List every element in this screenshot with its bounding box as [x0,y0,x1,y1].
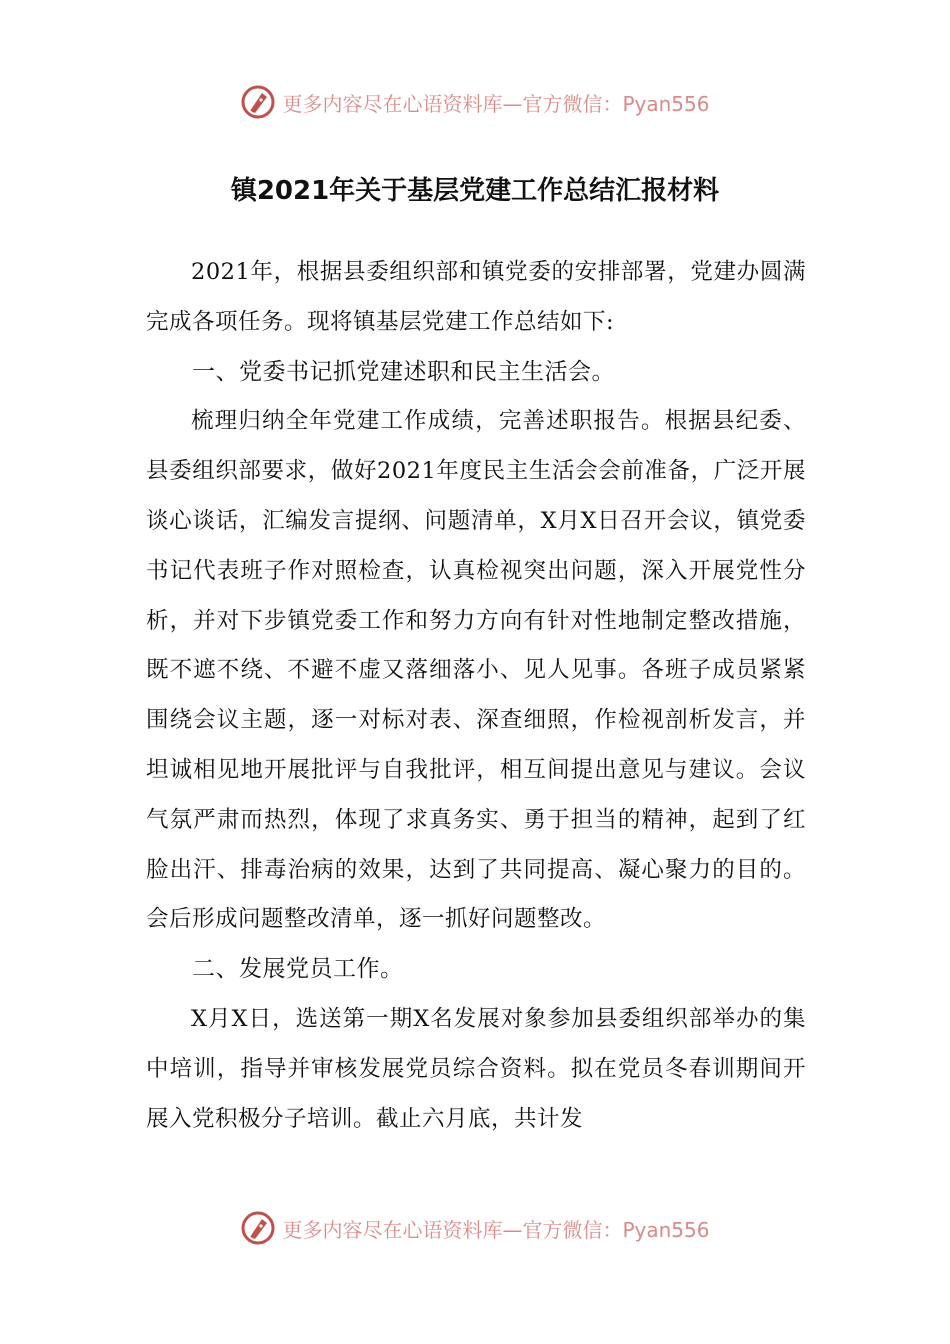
section-heading: 二、发展党员工作。 [192,956,404,983]
watermark-footer [0,1208,950,1248]
watermark-header [0,82,950,122]
watermark-text: 更多内容尽在心语资料库—官方微信：Pyan556 [282,1217,710,1242]
section-heading: 一、党委书记抓党建述职和民主生活会。 [192,358,615,385]
pen-nib-circle-icon [240,84,276,120]
section-paragraph: 梳理归纳全年党建工作成绩，完善述职报告。根据县纪委、县委组织部要求，做好2021年度民主生活会会前准备，广泛开展谈心谈话，汇编发言提纲、问题清单，X月X日召开会议，镇党委书记代表班子作对照检查，认真检视突出问题，深入开展党性分析，并对下步镇党委工作和努力方向有针对性地制定整改措施，既不遮不绕、不避不虚又落细落小、见人见事。各班子成员紧紧围绕会议主题，逐一对标对表、深查细照，作检视剖析发言，并坦诚相见地开展批评与自我批评，相互间提出意见与建议。会议气氛严肃而热烈，体现了求真务实、勇于担当的精神，起到了红脸出汗、排毒治病的效果，达到了共同提高、凝心聚力的目的。会后形成问题整改清单，逐一抓好问题整改。 [146,408,806,933]
intro-paragraph: 2021年，根据县委组织部和镇党委的安排部署，党建办圆满完成各项任务。现将镇基层党建工作总结如下: [146,259,806,335]
document-title: 镇2021年关于基层党建工作总结汇报材料 [230,176,720,206]
section-paragraph: X月X日，选送第一期X名发展对象参加县委组织部举办的集中培训，指导并审核发展党员综合资料。拟在党员冬春训期间开展入党积极分子培训。截止六月底，共计发 [146,1005,806,1132]
watermark-text: 更多内容尽在心语资料库—官方微信：Pyan556 [282,91,710,116]
document-body [146,248,806,1144]
pen-nib-circle-icon [240,1210,276,1246]
